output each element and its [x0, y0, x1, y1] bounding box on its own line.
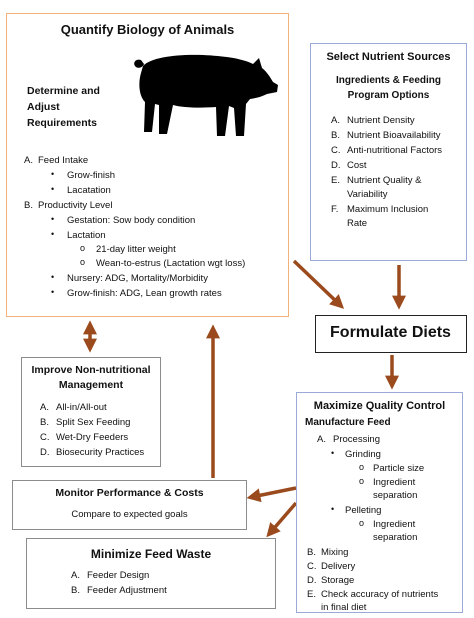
waste-item-marker: A. [71, 570, 80, 581]
quantify-item: Grow-finish: ADG, Lean growth rates [67, 288, 222, 299]
quantify-item: Nursery: ADG, Mortality/Morbidity [67, 273, 208, 284]
nutrient-item: Variability [347, 189, 388, 200]
quantify-item: Lacatation [67, 185, 111, 196]
waste-item: Feeder Design [87, 570, 150, 581]
improve-item-marker: C. [40, 432, 50, 443]
quality-item: separation [373, 490, 418, 501]
arrow-quality-to-monitor [252, 488, 296, 497]
quantify-item-marker: B. [24, 200, 33, 211]
quality-item-marker: B. [307, 547, 316, 558]
quality-item: Mixing [321, 547, 349, 558]
nutrient-item: Anti-nutritional Factors [347, 145, 443, 156]
quality-item-marker: E. [307, 589, 316, 600]
pig-silhouette-icon [133, 48, 279, 138]
quality-title: Maximize Quality Control [313, 400, 446, 412]
quality-item: Pelleting [345, 505, 382, 516]
quantify-item: Gestation: Sow body condition [67, 215, 196, 226]
quality-item: separation [373, 532, 418, 543]
quality-item: Check accuracy of nutrients [321, 589, 439, 600]
improve-item: Split Sex Feeding [56, 417, 131, 428]
quality-item: Particle size [373, 463, 425, 474]
quality-subtitle: Manufacture Feed [305, 417, 391, 428]
quality-item: in final diet [321, 602, 367, 613]
bullet-icon: • [331, 448, 335, 458]
nutrient-title: Select Nutrient Sources [326, 51, 451, 63]
nutrient-item-marker: A. [331, 115, 340, 126]
quality-item: Grinding [345, 449, 381, 460]
nutrient-item: Maximum Inclusion [347, 204, 429, 215]
quality-item: Ingredient [373, 477, 416, 488]
waste-title: Minimize Feed Waste [90, 547, 212, 561]
nutrient-item: Nutrient Quality & [347, 175, 422, 186]
nutrient-subtitle-2: Program Options [347, 90, 430, 101]
waste-box [26, 538, 276, 609]
bullet-icon: • [51, 184, 55, 194]
nutrient-item-marker: F. [331, 204, 339, 215]
formulate-box [315, 315, 467, 353]
quality-box [296, 392, 463, 613]
improve-item-marker: B. [40, 417, 49, 428]
circle-bullet-icon: o [80, 257, 86, 267]
improve-item: Biosecurity Practices [56, 447, 145, 458]
monitor-box [12, 480, 247, 530]
nutrient-item: Cost [347, 160, 367, 171]
quantify-item: Wean-to-estrus (Lactation wgt loss) [96, 258, 246, 269]
improve-box [21, 357, 161, 467]
nutrient-item: Nutrient Density [347, 115, 415, 126]
bullet-icon: • [51, 272, 55, 282]
quantify-subtitle-3: Requirements [27, 117, 98, 129]
improve-item: Wet-Dry Feeders [56, 432, 129, 443]
monitor-title: Monitor Performance & Costs [55, 487, 204, 499]
bullet-icon: • [51, 169, 55, 179]
quantify-subtitle-2: Adjust [27, 101, 60, 113]
quality-item-marker: D. [307, 575, 317, 586]
nutrient-item: Rate [347, 218, 368, 229]
circle-bullet-icon: o [359, 518, 365, 528]
nutrient-item-marker: E. [331, 175, 340, 186]
quality-item: Ingredient [373, 519, 416, 530]
arrow-quantify-to-formulate [294, 261, 340, 305]
nutrient-subtitle-1: Ingredients & Feeding [335, 75, 441, 86]
nutrient-item-marker: B. [331, 130, 340, 141]
formulate-title: Formulate Diets [330, 324, 451, 341]
quality-item-marker: C. [307, 561, 317, 572]
circle-bullet-icon: o [80, 243, 86, 253]
quality-item-marker: A. [317, 434, 326, 445]
quantify-subtitle-1: Determine and [27, 85, 100, 97]
quality-item: Delivery [321, 561, 356, 572]
improve-title-1: Improve Non-nutritional [31, 364, 151, 376]
nutrient-item-marker: D. [331, 160, 341, 171]
nutrient-item-marker: C. [331, 145, 341, 156]
waste-item-marker: B. [71, 585, 80, 596]
quantify-item-marker: A. [24, 155, 33, 166]
quantify-item: Feed Intake [38, 155, 89, 166]
nutrient-item: Nutrient Bioavailability [347, 130, 441, 141]
quantify-item: 21-day litter weight [96, 244, 176, 255]
bullet-icon: • [331, 504, 335, 514]
improve-item: All-in/All-out [56, 402, 107, 413]
bullet-icon: • [51, 214, 55, 224]
bullet-icon: • [51, 287, 55, 297]
improve-item-marker: D. [40, 447, 50, 458]
quantify-item: Grow-finish [67, 170, 116, 181]
bullet-icon: • [51, 229, 55, 239]
improve-item-marker: A. [40, 402, 49, 413]
quantify-item: Lactation [67, 230, 106, 241]
improve-title-2: Management [58, 379, 124, 391]
quantify-title: Quantify Biology of Animals [60, 22, 235, 37]
quality-item: Storage [321, 575, 355, 586]
arrow-quality-to-waste [270, 503, 296, 533]
quantify-box [6, 13, 289, 317]
nutrient-box [310, 43, 467, 261]
waste-item: Feeder Adjustment [87, 585, 167, 596]
monitor-subtitle: Compare to expected goals [71, 509, 188, 520]
circle-bullet-icon: o [359, 462, 365, 472]
circle-bullet-icon: o [359, 476, 365, 486]
quality-item: Processing [333, 434, 380, 445]
quantify-item: Productivity Level [38, 200, 113, 211]
